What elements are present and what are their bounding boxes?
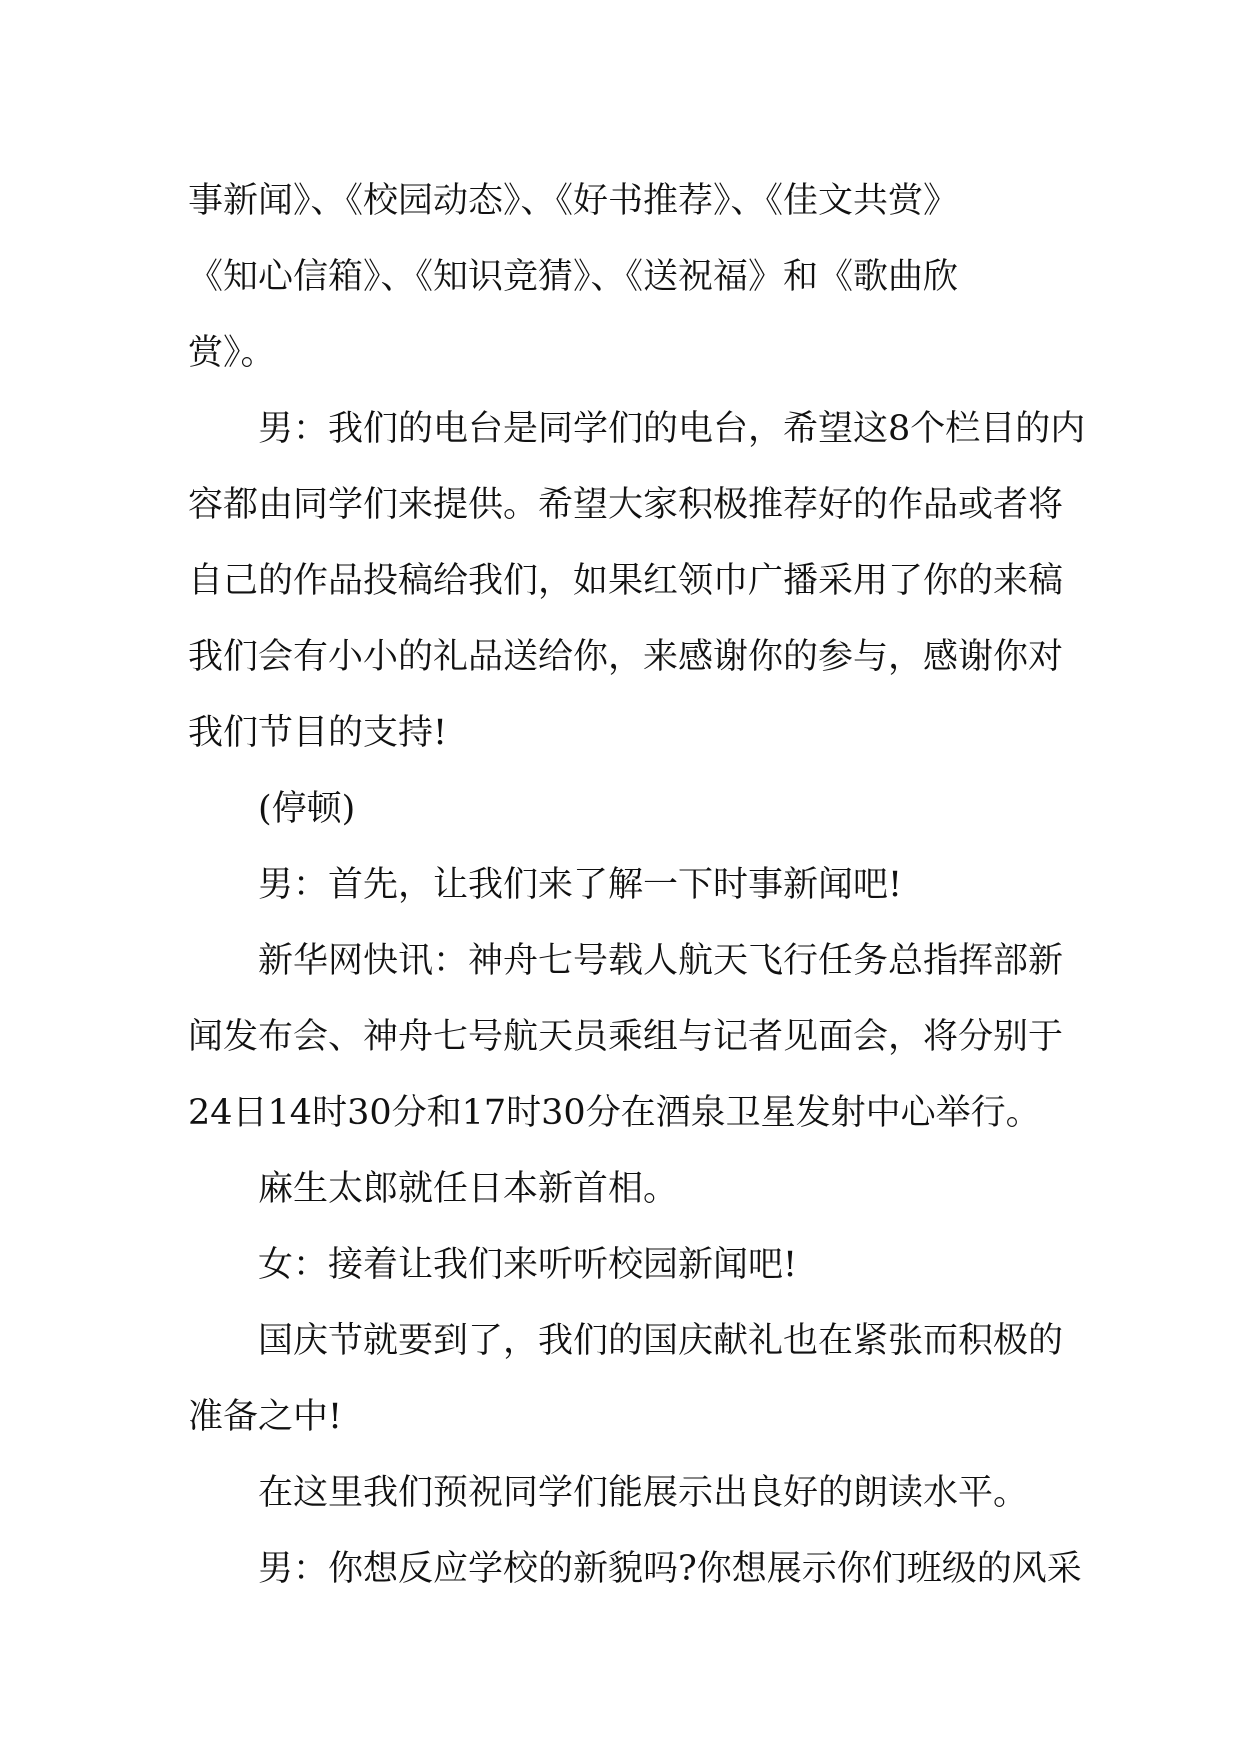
text-line-15: 女：接着让我们来听听校园新闻吧!: [258, 1245, 798, 1285]
text-line-13: 24日14时30分和17时30分在酒泉卫星发射中心举行。: [188, 1093, 1041, 1133]
text-line-8: 我们节目的支持!: [188, 713, 448, 753]
text-line-10: 男：首先，让我们来了解一下时事新闻吧!: [258, 865, 903, 905]
text-line-18: 在这里我们预祝同学们能展示出良好的朗读水平。: [258, 1473, 1029, 1513]
text-line-19: 男：你想反应学校的新貌吗?你想展示你们班级的风采: [258, 1549, 1082, 1589]
text-line-7: 我们会有小小的礼品送给你，来感谢你的参与，感谢你对: [188, 637, 1064, 677]
text-line-11: 新华网快讯：神舟七号载人航天飞行任务总指挥部新: [258, 941, 1064, 981]
text-line-12: 闻发布会、神舟七号航天员乘组与记者见面会，将分别于: [188, 1017, 1064, 1057]
text-line-16: 国庆节就要到了，我们的国庆献礼也在紧张而积极的: [258, 1321, 1064, 1361]
text-line-9: (停顿): [258, 789, 356, 829]
text-line-3: 赏》。: [188, 333, 276, 373]
text-line-2-content: 《知心信箱》、《知识竞猜》、《送祝福》和《歌曲欣: [188, 257, 959, 297]
text-line-2: [188, 239, 1058, 315]
text-line-6: 自己的作品投稿给我们，如果红领巾广播采用了你的来稿: [188, 561, 1064, 601]
text-line-14: 麻生太郎就任日本新首相。: [258, 1169, 679, 1209]
text-line-4: 男：我们的电台是同学们的电台，希望这8个栏目的内: [258, 409, 1086, 449]
text-line-5: 容都由同学们来提供。希望大家积极推荐好的作品或者将: [188, 485, 1064, 525]
document-body: [188, 163, 1086, 1607]
text-line-1: [188, 163, 1058, 239]
text-line-17: 准备之中!: [188, 1397, 343, 1437]
text-line-1-content: 事新闻》、《校园动态》、《好书推荐》、《佳文共赏》: [188, 181, 959, 221]
